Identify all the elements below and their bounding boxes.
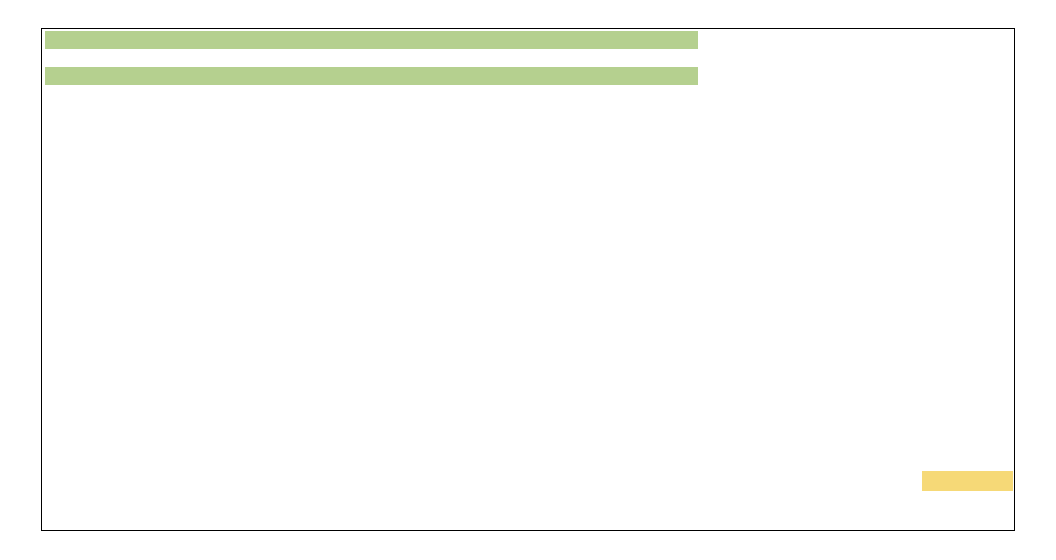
factor-band — [45, 67, 698, 85]
section-title-band — [45, 31, 698, 49]
spreadsheet-sheet — [41, 28, 1015, 531]
promedio-value[interactable] — [922, 471, 1013, 491]
